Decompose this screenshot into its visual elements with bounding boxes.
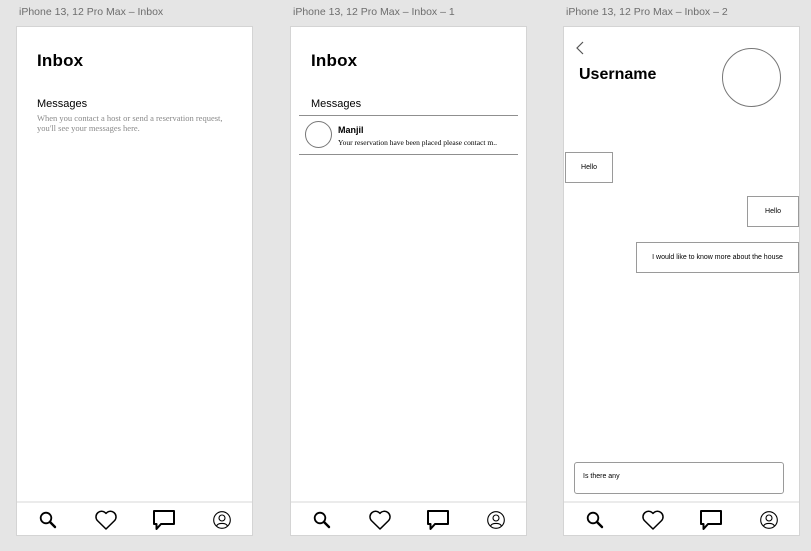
search-icon [312,510,332,530]
user-icon [759,510,779,530]
avatar [305,121,332,148]
page-title: Inbox [37,51,84,70]
chat-icon [426,509,450,531]
conversation-row[interactable] [299,117,518,154]
nav-inbox-button[interactable] [425,507,451,533]
artboard-inbox [16,26,253,536]
message-bubble-received: Hello [565,152,613,183]
nav-profile-button[interactable] [483,507,509,533]
artboard-label-inbox-1: iPhone 13, 12 Pro Max – Inbox – 1 [293,6,455,18]
message-bubble-sent: I would like to know more about the house [636,242,799,273]
user-icon [212,510,232,530]
artboard-label-inbox: iPhone 13, 12 Pro Max – Inbox [19,6,164,18]
artboard-inbox-2 [563,26,800,536]
search-icon [38,510,58,530]
heart-icon [641,509,665,531]
message-bubble-sent: Hello [747,196,799,227]
heart-icon [94,509,118,531]
nav-wishlist-button[interactable] [640,507,666,533]
nav-search-button[interactable] [309,507,335,533]
nav-profile-button[interactable] [209,507,235,533]
bottom-nav [17,501,252,535]
nav-inbox-button[interactable] [698,507,724,533]
chat-username: Username [579,66,657,83]
bottom-nav [291,501,526,535]
messages-section-label: Messages [311,98,362,110]
nav-search-button[interactable] [582,507,608,533]
artboard-inbox-1 [290,26,527,536]
empty-state-text: When you contact a host or send a reservation request, you'll see your messages here. [37,113,223,133]
nav-wishlist-button[interactable] [93,507,119,533]
back-button[interactable] [574,40,588,56]
bottom-nav [564,501,799,535]
user-icon [486,510,506,530]
chat-icon [699,509,723,531]
nav-wishlist-button[interactable] [367,507,393,533]
divider [299,154,518,155]
message-input[interactable]: Is there any [574,462,784,494]
divider [299,115,518,116]
conversation-preview: Your reservation have been placed please contact m.. [338,138,497,147]
nav-inbox-button[interactable] [151,507,177,533]
nav-search-button[interactable] [35,507,61,533]
chevron-left-icon [574,40,588,56]
avatar[interactable] [722,48,781,107]
chat-icon [152,509,176,531]
page-title: Inbox [311,51,358,70]
conversation-name: Manjil [338,125,364,135]
nav-profile-button[interactable] [756,507,782,533]
heart-icon [368,509,392,531]
messages-section-label: Messages [37,98,88,110]
search-icon [585,510,605,530]
artboard-label-inbox-2: iPhone 13, 12 Pro Max – Inbox – 2 [566,6,728,18]
